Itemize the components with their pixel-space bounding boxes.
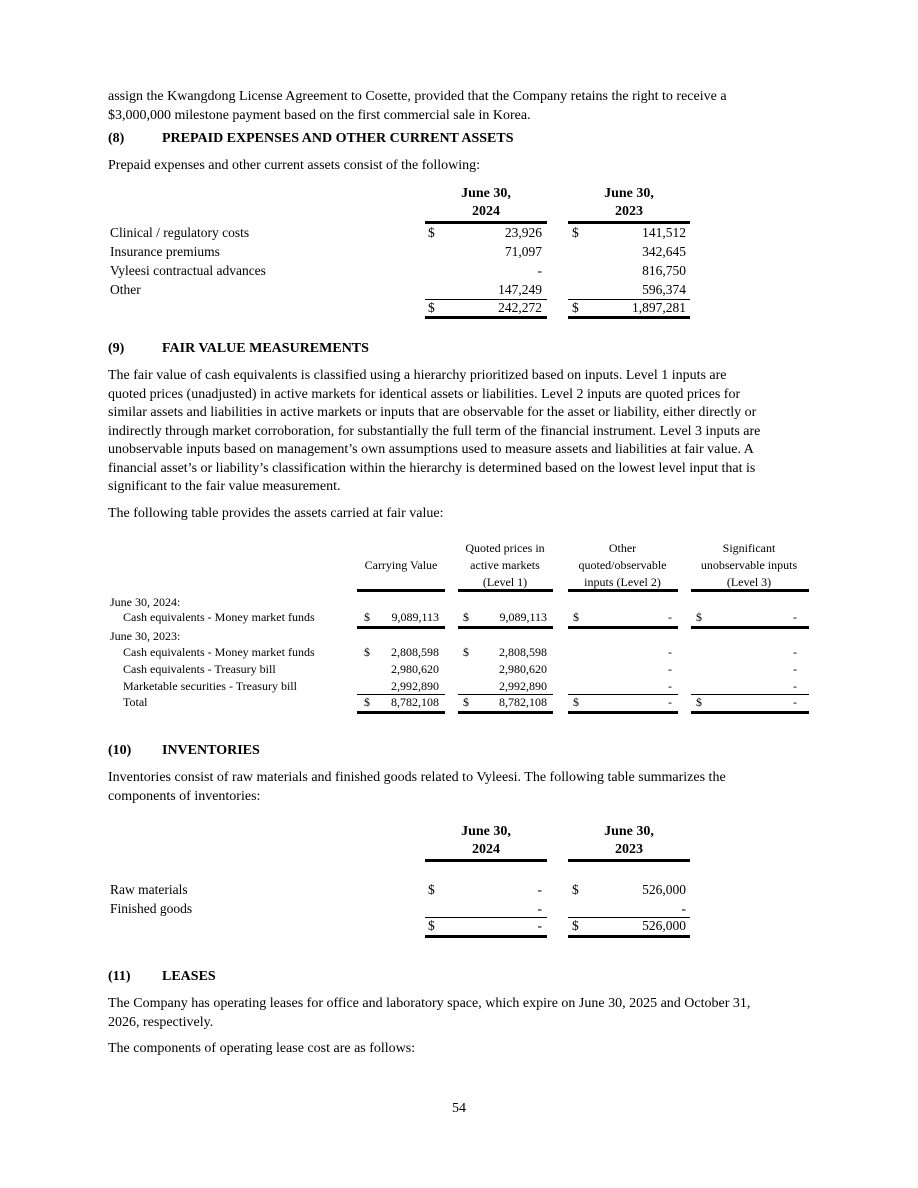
s9-group1-rule [357, 626, 445, 629]
s10-row-value-2023: 526,000 [642, 882, 686, 897]
s8-total-2023: 1,897,281 [632, 300, 686, 315]
s10-total-currency: $ [572, 918, 579, 933]
s9-level2-value: - [668, 645, 672, 659]
s8-row-value-2023: 342,645 [642, 244, 686, 259]
s8-row-value-2023: 141,512 [642, 225, 686, 240]
s10-header-rule-2024 [425, 859, 547, 862]
s9-total-level1: 8,782,108 [499, 695, 547, 709]
s9-level3-value: - [793, 662, 797, 676]
s10-col-header-2024: June 30, 2024 [461, 824, 511, 857]
section8-title: PREPAID EXPENSES AND OTHER CURRENT ASSETS [162, 131, 514, 146]
s10-row-value-2024: - [537, 901, 542, 916]
s8-total-2024: 242,272 [498, 300, 542, 315]
s9-row-label: Marketable securities - Treasury bill [123, 679, 297, 693]
paragraph-line: quoted prices (unadjusted) in active markets for identical assets or liabilities. Level 2 inputs are quoted prices for [108, 386, 741, 402]
paragraph-line: The fair value of cash equivalents is classified using a hierarchy prioritized based on inputs. Level 1 inputs are [108, 368, 727, 383]
s9-row-label: Cash equivalents - Treasury bill [123, 662, 276, 676]
s9-header-rule [357, 589, 445, 592]
s9-col-header-level2: Other quoted/observable inputs (Level 2) [578, 541, 667, 589]
section9-table-intro: The following table provides the assets carried at fair value: [108, 506, 444, 521]
s8-row-label: Other [110, 282, 141, 297]
s9-level3-value: - [793, 679, 797, 693]
s9-carrying-value: 2,980,620 [391, 662, 439, 676]
s9-group1-rule [458, 626, 553, 629]
paragraph-line: unobservable inputs based on management’s own assumptions used to measure assets and liabilities at fair value. A [108, 442, 754, 457]
s9-total-rule [357, 711, 445, 714]
s10-total-rule-2023 [568, 935, 690, 938]
paragraph-line: financial asset’s or liability’s classification within the hierarchy is determined based on the lowest level input that is [108, 460, 756, 476]
s9-currency: $ [364, 610, 370, 624]
s8-row-value-2023: 596,374 [642, 282, 686, 297]
s10-row-currency: $ [428, 882, 435, 897]
s8-col-header-2024: June 30, 2024 [461, 186, 511, 219]
s9-header-rule [691, 589, 809, 592]
paragraph-line: The Company has operating leases for office and laboratory space, which expire on June 30, 2025 and October 31, [108, 996, 751, 1011]
s9-carrying-value: 2,808,598 [391, 645, 439, 659]
section10-paragraph [108, 769, 808, 806]
s8-row-label: Insurance premiums [110, 244, 220, 259]
section11-number: (11) [108, 969, 131, 984]
s9-col-header-level1: Quoted prices in active markets (Level 1) [465, 541, 545, 589]
s9-level1-value: 2,980,620 [499, 662, 547, 676]
s9-currency: $ [696, 610, 702, 624]
s9-currency: $ [364, 695, 370, 709]
section11-title: LEASES [162, 969, 216, 984]
intro-line: assign the Kwangdong License Agreement to Cosette, provided that the Company retains the right to receive a [108, 89, 727, 104]
s8-col-header-2023: June 30, 2023 [604, 186, 654, 219]
s8-row-value-2024: 71,097 [504, 244, 542, 259]
s9-total-label: Total [123, 695, 148, 709]
s9-col-header-level3: Significant unobservable inputs (Level 3) [700, 541, 798, 589]
s8-row-value-2024: 147,249 [498, 282, 542, 297]
paragraph-line: components of inventories: [108, 788, 261, 804]
section9-paragraph [108, 367, 808, 497]
s10-col-header-2023: June 30, 2023 [604, 824, 654, 857]
s9-level1-value: 2,808,598 [499, 645, 547, 659]
s9-level2-value: - [668, 610, 672, 624]
s9-currency: $ [463, 610, 469, 624]
intro-paragraph [108, 88, 808, 125]
paragraph-line: 2026, respectively. [108, 1014, 214, 1030]
paragraph-line: significant to the fair value measurement. [108, 479, 341, 494]
s9-level1-value: 2,992,890 [499, 679, 547, 693]
s10-total-2024: - [537, 918, 542, 933]
s8-row-value-2024: 23,926 [504, 225, 542, 240]
s9-level3-value: - [793, 610, 797, 624]
s10-total-2023: 526,000 [642, 918, 686, 933]
s10-row-value-2024: - [537, 882, 542, 897]
s9-group1-rule [568, 626, 678, 629]
section10-number: (10) [108, 743, 132, 758]
intro-line: $3,000,000 milestone payment based on the first commercial sale in Korea. [108, 107, 531, 123]
s9-header-rule [568, 589, 678, 592]
s9-header-rule [458, 589, 553, 592]
section8-intro: Prepaid expenses and other current assets consist of the following: [108, 158, 481, 173]
s9-total-rule [691, 711, 809, 714]
s9-currency: $ [463, 645, 469, 659]
s9-carrying-value: 9,089,113 [391, 610, 439, 624]
s9-total-level3: - [793, 695, 797, 709]
section11-paragraph [108, 995, 808, 1032]
s8-total-currency: $ [428, 300, 435, 315]
s8-total-rule-2023 [568, 316, 690, 319]
s10-row-label: Raw materials [110, 882, 188, 897]
s9-group-label: June 30, 2023: [110, 629, 181, 643]
s10-row-value-2023: - [681, 901, 686, 916]
paragraph-line: similar assets and liabilities in active markets or inputs that are observable for the asset or liability, either directly or [108, 405, 757, 420]
s9-col-header-carrying-value: Carrying Value [364, 558, 438, 572]
s9-level2-value: - [668, 679, 672, 693]
s9-total-rule [568, 711, 678, 714]
paragraph-line: indirectly through market corroboration, for substantially the full term of the financial instrument. Level 3 inputs are [108, 423, 761, 439]
s8-header-rule-2024 [425, 221, 547, 224]
paragraph-line: Inventories consist of raw materials and finished goods related to Vyleesi. The following table summarizes the [108, 770, 726, 785]
s9-currency: $ [573, 695, 579, 709]
s9-level1-value: 9,089,113 [499, 610, 547, 624]
s8-row-value-2024: - [537, 263, 542, 278]
s9-currency: $ [463, 695, 469, 709]
s8-total-rule-2024 [425, 316, 547, 319]
s9-total-rule [458, 711, 553, 714]
section8-number: (8) [108, 131, 125, 146]
s9-currency: $ [573, 610, 579, 624]
s8-row-currency: $ [428, 225, 435, 240]
s10-header-rule-2023 [568, 859, 690, 862]
s9-level2-value: - [668, 662, 672, 676]
s9-currency: $ [696, 695, 702, 709]
s9-row-label: Cash equivalents - Money market funds [123, 645, 315, 659]
s10-total-rule-2024 [425, 935, 547, 938]
section9-title: FAIR VALUE MEASUREMENTS [162, 341, 369, 356]
s8-total-currency: $ [572, 300, 579, 315]
section10-title: INVENTORIES [162, 743, 260, 758]
s8-row-currency: $ [572, 225, 579, 240]
s9-currency: $ [364, 645, 370, 659]
s9-total-carrying-value: 8,782,108 [391, 695, 439, 709]
s9-carrying-value: 2,992,890 [391, 679, 439, 693]
s8-row-value-2023: 816,750 [642, 263, 686, 278]
s8-row-label: Clinical / regulatory costs [110, 225, 250, 240]
section11-components-intro: The components of operating lease cost are as follows: [108, 1041, 416, 1056]
s10-row-currency: $ [572, 882, 579, 897]
s9-group1-rule [691, 626, 809, 629]
s10-row-label: Finished goods [110, 901, 193, 916]
s8-header-rule-2023 [568, 221, 690, 224]
s10-total-currency: $ [428, 918, 435, 933]
page-number: 54 [452, 1101, 466, 1116]
s8-row-label: Vyleesi contractual advances [110, 263, 266, 278]
s9-level3-value: - [793, 645, 797, 659]
section9-number: (9) [108, 341, 125, 356]
s9-total-level2: - [668, 695, 672, 709]
s9-group-label: June 30, 2024: [110, 595, 181, 609]
s9-row-label: Cash equivalents - Money market funds [123, 610, 315, 624]
